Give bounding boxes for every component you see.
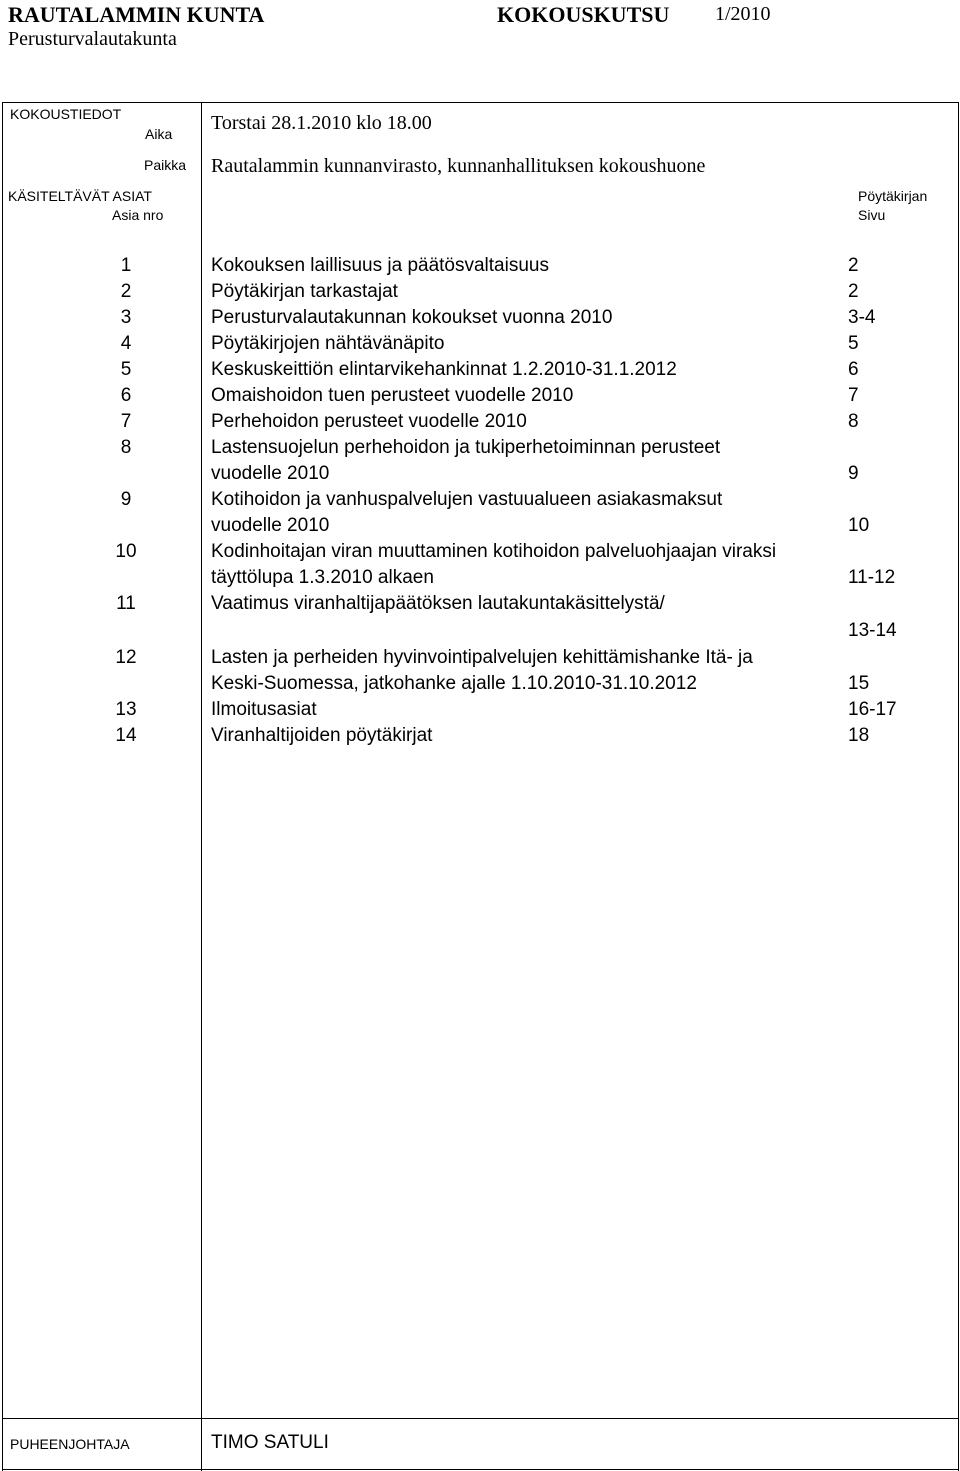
- place-label: Paikka: [144, 157, 187, 173]
- agenda-item-page: 16-17: [848, 699, 897, 720]
- agenda-item-page: 3-4: [848, 307, 876, 328]
- agenda-item-number: 5: [120, 359, 132, 380]
- time-label: Aika: [145, 126, 173, 142]
- chairperson-label: PUHEENJOHTAJA: [10, 1436, 130, 1452]
- agenda-item-number: 4: [120, 333, 132, 354]
- chairperson-name: TIMO SATULI: [211, 1432, 329, 1453]
- agenda-item-page: 8: [848, 411, 859, 432]
- document-number: 1/2010: [715, 3, 771, 25]
- agenda-item-number: 6: [120, 385, 132, 406]
- agenda-item-page: 5: [848, 333, 859, 354]
- agenda-item-page: 13-14: [848, 620, 897, 641]
- agenda-item-title: Lasten ja perheiden hyvinvointipalvelujen kehittämishanke Itä- ja: [211, 647, 753, 668]
- page-column-label-2: Sivu: [858, 207, 886, 223]
- agenda-item-title: Kokouksen laillisuus ja päätösvaltaisuus: [211, 255, 549, 276]
- agenda-item-number: 7: [120, 411, 132, 432]
- meeting-info-label: KOKOUSTIEDOT: [10, 106, 122, 122]
- agenda-item-number: 11: [116, 593, 136, 614]
- committee-name: Perusturvalautakunta: [8, 28, 177, 50]
- agenda-item-title: Pöytäkirjojen nähtävänäpito: [211, 333, 445, 354]
- agenda-item-title-continued: vuodelle 2010: [211, 515, 330, 536]
- document-type: KOKOUSKUTSU: [497, 2, 670, 27]
- agenda-item-number: 1: [120, 255, 132, 276]
- agenda-item-title: Kotihoidon ja vanhuspalvelujen vastuualueen asiakasmaksut: [211, 489, 723, 510]
- agenda-item-number: 14: [115, 725, 137, 746]
- agenda-item-title: Viranhaltijoiden pöytäkirjat: [211, 725, 433, 746]
- agenda-item-title: Perusturvalautakunnan kokoukset vuonna 2010: [211, 307, 613, 328]
- agenda-item-title: Kodinhoitajan viran muuttaminen kotihoidon palveluohjaajan viraksi: [211, 541, 777, 562]
- agenda-item-title-continued: Keski-Suomessa, jatkohanke ajalle 1.10.2010-31.10.2012: [211, 673, 697, 694]
- agenda-item-page: 6: [848, 359, 859, 380]
- agenda-item-page: 11-12: [848, 567, 896, 588]
- page-column-label: Pöytäkirjan: [858, 188, 928, 204]
- agenda-item-title-continued: täyttölupa 1.3.2010 alkaen: [211, 567, 434, 588]
- agenda-item-number: 3: [120, 307, 132, 328]
- agenda-item-number: 2: [120, 281, 132, 302]
- agenda-item-page: 9: [848, 463, 859, 484]
- agenda-item-title: Ilmoitusasiat: [211, 699, 317, 720]
- agenda-item-title: Omaishoidon tuen perusteet vuodelle 2010: [211, 385, 574, 406]
- agenda-item-title: Keskuskeittiön elintarvikehankinnat 1.2.2010-31.1.2012: [211, 359, 677, 380]
- agenda-item-title-continued: vuodelle 2010: [211, 463, 330, 484]
- agenda-item-number: 10: [115, 541, 137, 562]
- agenda-item-title: Lastensuojelun perhehoidon ja tukiperhetoiminnan perusteet: [211, 437, 721, 458]
- agenda-number-label: Asia nro: [112, 207, 164, 223]
- municipality-name: RAUTALAMMIN KUNTA: [8, 2, 265, 27]
- agenda-section-label: KÄSITELTÄVÄT ASIAT: [8, 188, 152, 204]
- agenda-item-title: Perhehoidon perusteet vuodelle 2010: [211, 411, 527, 432]
- time-value: Torstai 28.1.2010 klo 18.00: [211, 112, 432, 134]
- agenda-item-page: 7: [848, 385, 859, 406]
- agenda-item-page: 10: [848, 515, 870, 536]
- agenda-item-title: Vaatimus viranhaltijapäätöksen lautakuntakäsittelystä/: [211, 593, 665, 614]
- agenda-item-number: 13: [115, 699, 137, 720]
- agenda-item-number: 8: [120, 437, 132, 458]
- agenda-item-number: 12: [115, 647, 137, 668]
- agenda-item-number: 9: [120, 489, 132, 510]
- agenda-item-page: 2: [848, 255, 859, 276]
- agenda-item-page: 18: [848, 725, 870, 746]
- agenda-item-page: 15: [848, 673, 870, 694]
- place-value: Rautalammin kunnanvirasto, kunnanhallituksen kokoushuone: [211, 155, 706, 177]
- agenda-item-page: 2: [848, 281, 859, 302]
- agenda-item-title: Pöytäkirjan tarkastajat: [211, 281, 398, 302]
